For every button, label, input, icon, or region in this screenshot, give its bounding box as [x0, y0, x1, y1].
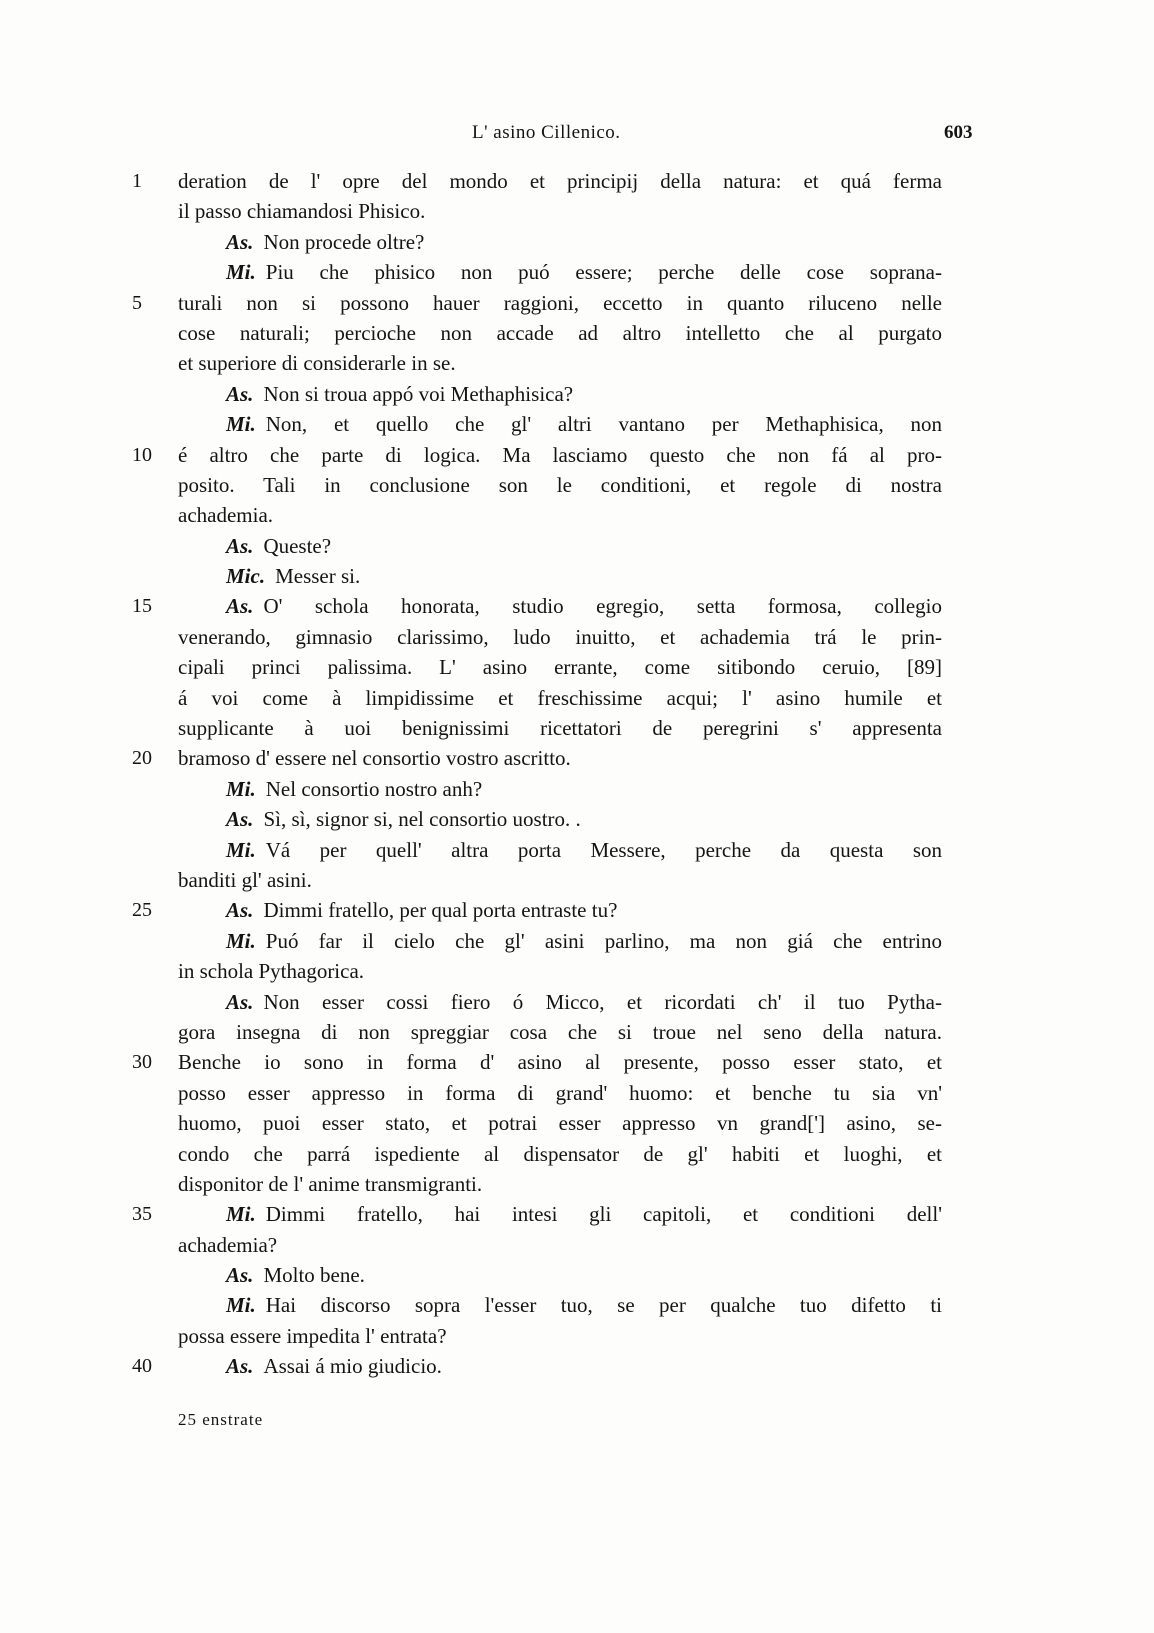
speaker-label: As. — [226, 898, 254, 923]
speaker-label: Mi. — [226, 837, 256, 862]
speaker-label: Mi. — [226, 1293, 256, 1318]
text-line — [0, 865, 1154, 895]
line-text — [226, 926, 942, 956]
line-body: bramoso d' essere nel consortio vostro ascritto. — [178, 746, 571, 771]
text-line — [0, 1139, 1154, 1169]
line-body: á voi come à limpidissime et freschissime acqui; l' asino humile et — [178, 685, 942, 710]
speaker-label: As. — [226, 381, 254, 406]
line-body: et superiore di considerarle in se. — [178, 351, 456, 376]
speaker-label: Mi. — [226, 412, 256, 437]
line-body: Vá per quell' altra porta Messere, perche da questa son — [265, 837, 942, 862]
line-text — [226, 895, 942, 925]
text-line — [0, 835, 1154, 865]
line-text — [226, 1290, 942, 1320]
text-block — [0, 166, 1154, 1382]
line-body: venerando, gimnasio clarissimo, ludo inuitto, et achademia trá le prin- — [178, 624, 942, 649]
line-text — [178, 1230, 942, 1260]
speaker-label: As. — [226, 1263, 254, 1288]
line-body: posso esser appresso in forma di grand' huomo: et benche tu sia vn' — [178, 1080, 942, 1105]
line-body: Sì, sì, signor si, nel consortio uostro. . — [263, 807, 581, 832]
text-line — [0, 196, 1154, 226]
line-body: Queste? — [263, 533, 332, 558]
text-line — [0, 591, 1154, 621]
line-number: 10 — [132, 443, 152, 466]
text-line — [0, 318, 1154, 348]
speaker-label: As. — [226, 807, 254, 832]
line-number: 5 — [132, 291, 142, 314]
text-line — [0, 1199, 1154, 1229]
line-body: cose naturali; percioche non accade ad altro intelletto che al purgato — [178, 320, 942, 345]
line-body: O' schola honorata, studio egregio, setta formosa, collegio — [263, 594, 942, 619]
text-line — [0, 288, 1154, 318]
text-line — [0, 379, 1154, 409]
line-text — [178, 500, 942, 530]
line-body: Dimmi fratello, per qual porta entraste tu? — [263, 898, 618, 923]
line-body: Puó far il cielo che gl' asini parlino, ma non giá che entrino — [265, 928, 942, 953]
text-line — [0, 956, 1154, 986]
text-line — [0, 926, 1154, 956]
running-title: L' asino Cillenico. — [472, 122, 621, 143]
line-text — [178, 1139, 942, 1169]
text-line — [0, 1169, 1154, 1199]
text-line — [0, 1290, 1154, 1320]
line-number: 35 — [132, 1203, 152, 1226]
speaker-label: As. — [226, 533, 254, 558]
text-line — [0, 409, 1154, 439]
line-body: Nel consortio nostro anh? — [265, 776, 483, 801]
text-line — [0, 683, 1154, 713]
speaker-label: Mi. — [226, 928, 256, 953]
line-text — [178, 288, 942, 318]
line-text — [226, 561, 942, 591]
text-line — [0, 257, 1154, 287]
line-body: gora insegna di non spreggiar cosa che si troue nel seno della natura. — [178, 1019, 942, 1044]
speaker-label: As. — [226, 594, 254, 619]
text-line — [0, 622, 1154, 652]
line-text — [226, 379, 942, 409]
line-text — [178, 652, 942, 682]
line-text — [178, 440, 942, 470]
line-number: 15 — [132, 595, 152, 618]
text-line — [0, 470, 1154, 500]
line-text — [178, 622, 942, 652]
line-body: banditi gl' asini. — [178, 867, 312, 892]
line-body: Non esser cossi fiero ó Micco, et ricordati ch' il tuo Pytha- — [263, 989, 942, 1014]
speaker-label: Mi. — [226, 1202, 256, 1227]
line-text — [226, 835, 942, 865]
line-body: Non si troua appó voi Methaphisica? — [263, 381, 574, 406]
line-body: Messer si. — [275, 564, 361, 589]
line-number: 25 — [132, 899, 152, 922]
line-body: Non procede oltre? — [263, 229, 425, 254]
text-line — [0, 774, 1154, 804]
text-line — [0, 1351, 1154, 1381]
line-text — [178, 683, 942, 713]
line-text — [178, 1078, 942, 1108]
text-line — [0, 500, 1154, 530]
line-number: 1 — [132, 170, 142, 192]
text-line — [0, 166, 1154, 196]
line-text — [178, 743, 942, 773]
line-text — [226, 1260, 942, 1290]
line-text — [178, 318, 942, 348]
text-line — [0, 1047, 1154, 1077]
text-line — [0, 1260, 1154, 1290]
speaker-label: Mi. — [226, 260, 256, 285]
text-line — [0, 1230, 1154, 1260]
line-text — [178, 1108, 942, 1138]
speaker-label: Mic. — [226, 564, 266, 589]
text-line — [0, 1321, 1154, 1351]
text-line — [0, 743, 1154, 773]
text-line — [0, 440, 1154, 470]
line-text — [226, 531, 942, 561]
line-body: Piu che phisico non puó essere; perche delle cose soprana- — [265, 260, 942, 285]
text-line — [0, 713, 1154, 743]
line-text — [226, 409, 942, 439]
line-text — [226, 257, 942, 287]
line-text — [178, 348, 942, 378]
text-line — [0, 1108, 1154, 1138]
line-body: Molto bene. — [263, 1263, 365, 1288]
line-body: Dimmi fratello, hai intesi gli capitoli, et conditioni dell' — [265, 1202, 942, 1227]
speaker-label: As. — [226, 1354, 254, 1379]
line-text — [178, 166, 942, 196]
line-text — [226, 987, 942, 1017]
text-line — [0, 895, 1154, 925]
text-line — [0, 1017, 1154, 1047]
line-text — [226, 1351, 942, 1381]
line-body: huomo, puoi esser stato, et potrai esser appresso vn grand['] asino, se- — [178, 1111, 942, 1136]
line-text — [178, 1169, 942, 1199]
speaker-label: As. — [226, 989, 254, 1014]
line-body: achademia. — [178, 503, 274, 528]
line-text — [178, 865, 942, 895]
speaker-label: As. — [226, 229, 254, 254]
line-text — [178, 956, 942, 986]
line-number: 20 — [132, 747, 152, 770]
line-text — [178, 1047, 942, 1077]
text-line — [0, 652, 1154, 682]
line-body: Assai á mio giudicio. — [263, 1354, 442, 1379]
line-body: Non, et quello che gl' altri vantano per Methaphisica, non — [265, 412, 942, 437]
text-line — [0, 804, 1154, 834]
page-number: 603 — [944, 122, 973, 143]
text-line — [0, 1078, 1154, 1108]
line-number: 40 — [132, 1355, 152, 1378]
line-body: possa essere impedita l' entrata? — [178, 1323, 447, 1348]
line-text — [226, 1199, 942, 1229]
line-body: supplicante à uoi benignissimi ricettatori de peregrini s' appresenta — [178, 716, 942, 741]
text-line — [0, 987, 1154, 1017]
line-body: disponitor de l' anime transmigranti. — [178, 1171, 483, 1196]
line-body: deration de l' opre del mondo et principij della natura: et quá ferma — [178, 169, 942, 193]
line-body: Benche io sono in forma d' asino al presente, posso esser stato, et — [178, 1050, 942, 1075]
line-body: il passo chiamandosi Phisico. — [178, 199, 426, 224]
line-text — [178, 196, 942, 226]
text-line — [0, 348, 1154, 378]
line-number: 30 — [132, 1051, 152, 1074]
footnote: 25 enstrate — [178, 1410, 264, 1429]
line-text — [178, 1017, 942, 1047]
line-body: turali non si possono hauer raggioni, eccetto in quanto riluceno nelle — [178, 290, 942, 315]
line-text — [226, 227, 942, 257]
line-text — [178, 713, 942, 743]
line-body: posito. Tali in conclusione son le conditioni, et regole di nostra — [178, 472, 942, 497]
line-text — [178, 470, 942, 500]
line-text — [226, 591, 942, 621]
text-line — [0, 561, 1154, 591]
line-body: condo che parrá ispediente al dispensator de gl' habiti et luoghi, et — [178, 1141, 942, 1166]
line-body: in schola Pythagorica. — [178, 959, 365, 984]
line-body: é altro che parte di logica. Ma lasciamo questo che non fá al pro- — [178, 442, 942, 467]
text-line — [0, 227, 1154, 257]
line-body: Hai discorso sopra l'esser tuo, se per qualche tuo difetto ti — [265, 1293, 942, 1318]
speaker-label: Mi. — [226, 776, 256, 801]
line-text — [178, 1321, 942, 1351]
line-text — [226, 804, 942, 834]
line-body: achademia? — [178, 1232, 278, 1257]
line-body: cipali princi palissima. L' asino errante, come sitibondo ceruio, [89] — [178, 655, 942, 680]
line-text — [226, 774, 942, 804]
text-line — [0, 531, 1154, 561]
